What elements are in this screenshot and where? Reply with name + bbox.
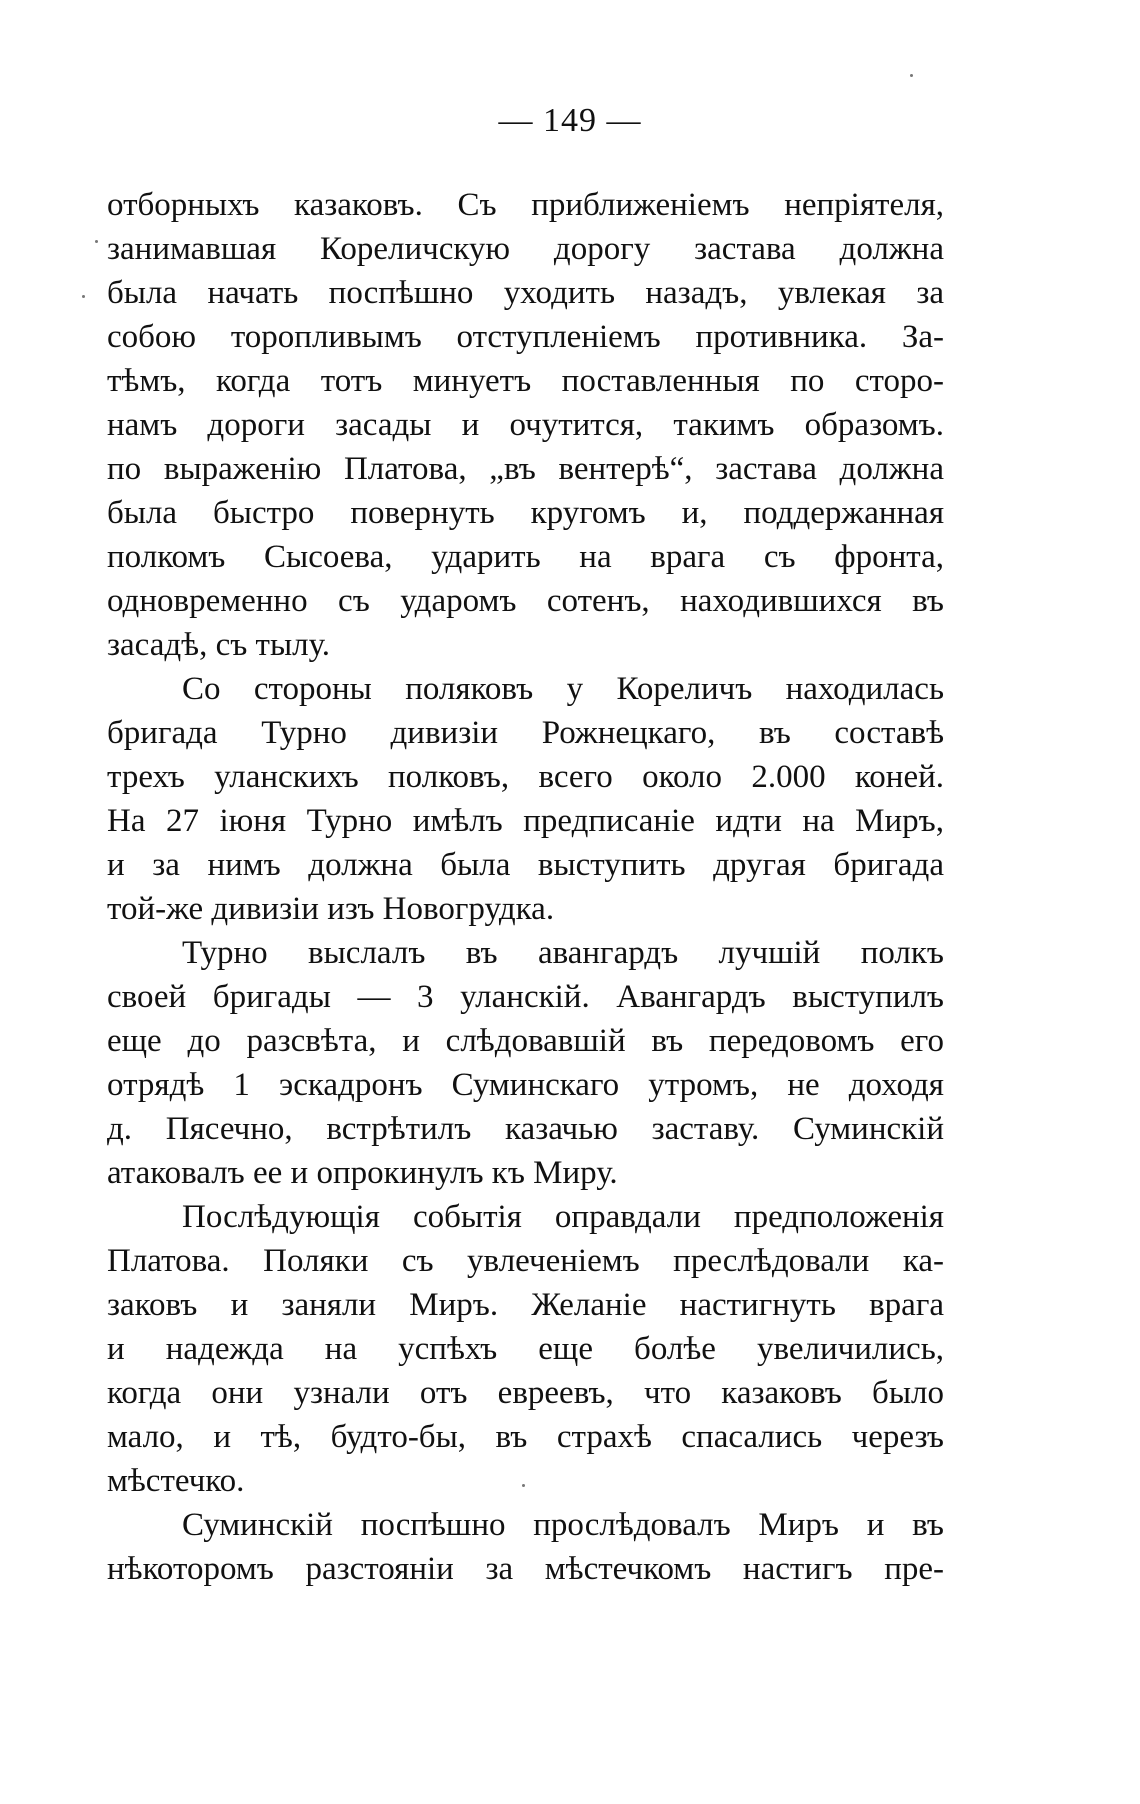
paragraph	[107, 1503, 944, 1591]
text-line: трехъ уланскихъ полковъ, всего около 2.000 коней.	[107, 759, 944, 795]
text-line: той-же дивизіи изъ Новогрудка.	[107, 891, 555, 927]
text-line: и за нимъ должна была выступить другая бригада	[107, 847, 944, 883]
paragraph	[107, 931, 944, 1195]
text-line: На 27 іюня Турно имѣлъ предписаніе идти на Миръ,	[107, 803, 944, 839]
text-line: еще до разсвѣта, и слѣдовавшій въ передовомъ его	[107, 1023, 944, 1059]
text-line: мало, и тѣ, будто-бы, въ страхѣ спасались черезъ	[107, 1419, 944, 1455]
paragraph	[107, 183, 944, 667]
print-speck	[82, 295, 85, 298]
text-line: одновременно съ ударомъ сотенъ, находившихся въ	[107, 583, 944, 619]
text-line: собою торопливымъ отступленіемъ противника. За-	[107, 319, 944, 355]
text-line: мѣстечко.	[107, 1463, 245, 1499]
paragraph	[107, 1195, 944, 1503]
print-speck	[95, 240, 98, 243]
text-line: и надежда на успѣхъ еще болѣе увеличились,	[107, 1331, 944, 1367]
text-line: полкомъ Сысоева, ударить на врага съ фронта,	[107, 539, 944, 575]
print-speck	[910, 74, 913, 77]
text-line: по выраженію Платова, „въ вентерѣ“, застава должна	[107, 451, 944, 487]
text-line: Платова. Поляки съ увлеченіемъ преслѣдовали ка-	[107, 1243, 944, 1279]
text-line: Послѣдующія событія оправдали предположенія	[182, 1199, 944, 1235]
text-line: когда они узнали отъ евреевъ, что казаковъ было	[107, 1375, 944, 1411]
text-line: своей бригады — 3 уланскій. Авангардъ выступилъ	[107, 979, 944, 1015]
text-line: была начать поспѣшно уходить назадъ, увлекая за	[107, 275, 944, 311]
text-line: бригада Турно дивизіи Рожнецкаго, въ составѣ	[107, 715, 944, 751]
text-line: атаковалъ ее и опрокинулъ къ Миру.	[107, 1155, 618, 1191]
text-line: засадѣ, съ тылу.	[107, 627, 331, 663]
text-line: нѣкоторомъ разстояніи за мѣстечкомъ настигъ пре-	[107, 1551, 944, 1587]
text-line: занимавшая Кореличскую дорогу застава должна	[107, 231, 944, 267]
text-line: была быстро повернуть кругомъ и, поддержанная	[107, 495, 944, 531]
text-line: Со стороны поляковъ у Кореличъ находилась	[182, 671, 944, 707]
text-line: заковъ и заняли Миръ. Желаніе настигнуть врага	[107, 1287, 944, 1323]
text-line: отрядѣ 1 эскадронъ Суминскаго утромъ, не доходя	[107, 1067, 944, 1103]
text-line: отборныхъ казаковъ. Съ приближеніемъ непріятеля,	[107, 187, 944, 223]
body-text	[107, 183, 944, 1591]
text-line: намъ дороги засады и очутится, такимъ образомъ.	[107, 407, 944, 443]
text-line: д. Пясечно, встрѣтилъ казачью заставу. Суминскій	[107, 1111, 944, 1147]
paragraph	[107, 667, 944, 931]
text-line: тѣмъ, когда тотъ минуетъ поставленныя по сторо-	[107, 363, 944, 399]
text-line: Турно выслалъ въ авангардъ лучшій полкъ	[182, 935, 944, 971]
text-line: Суминскій поспѣшно прослѣдовалъ Миръ и въ	[182, 1507, 944, 1543]
page-number: — 149 —	[498, 102, 642, 139]
